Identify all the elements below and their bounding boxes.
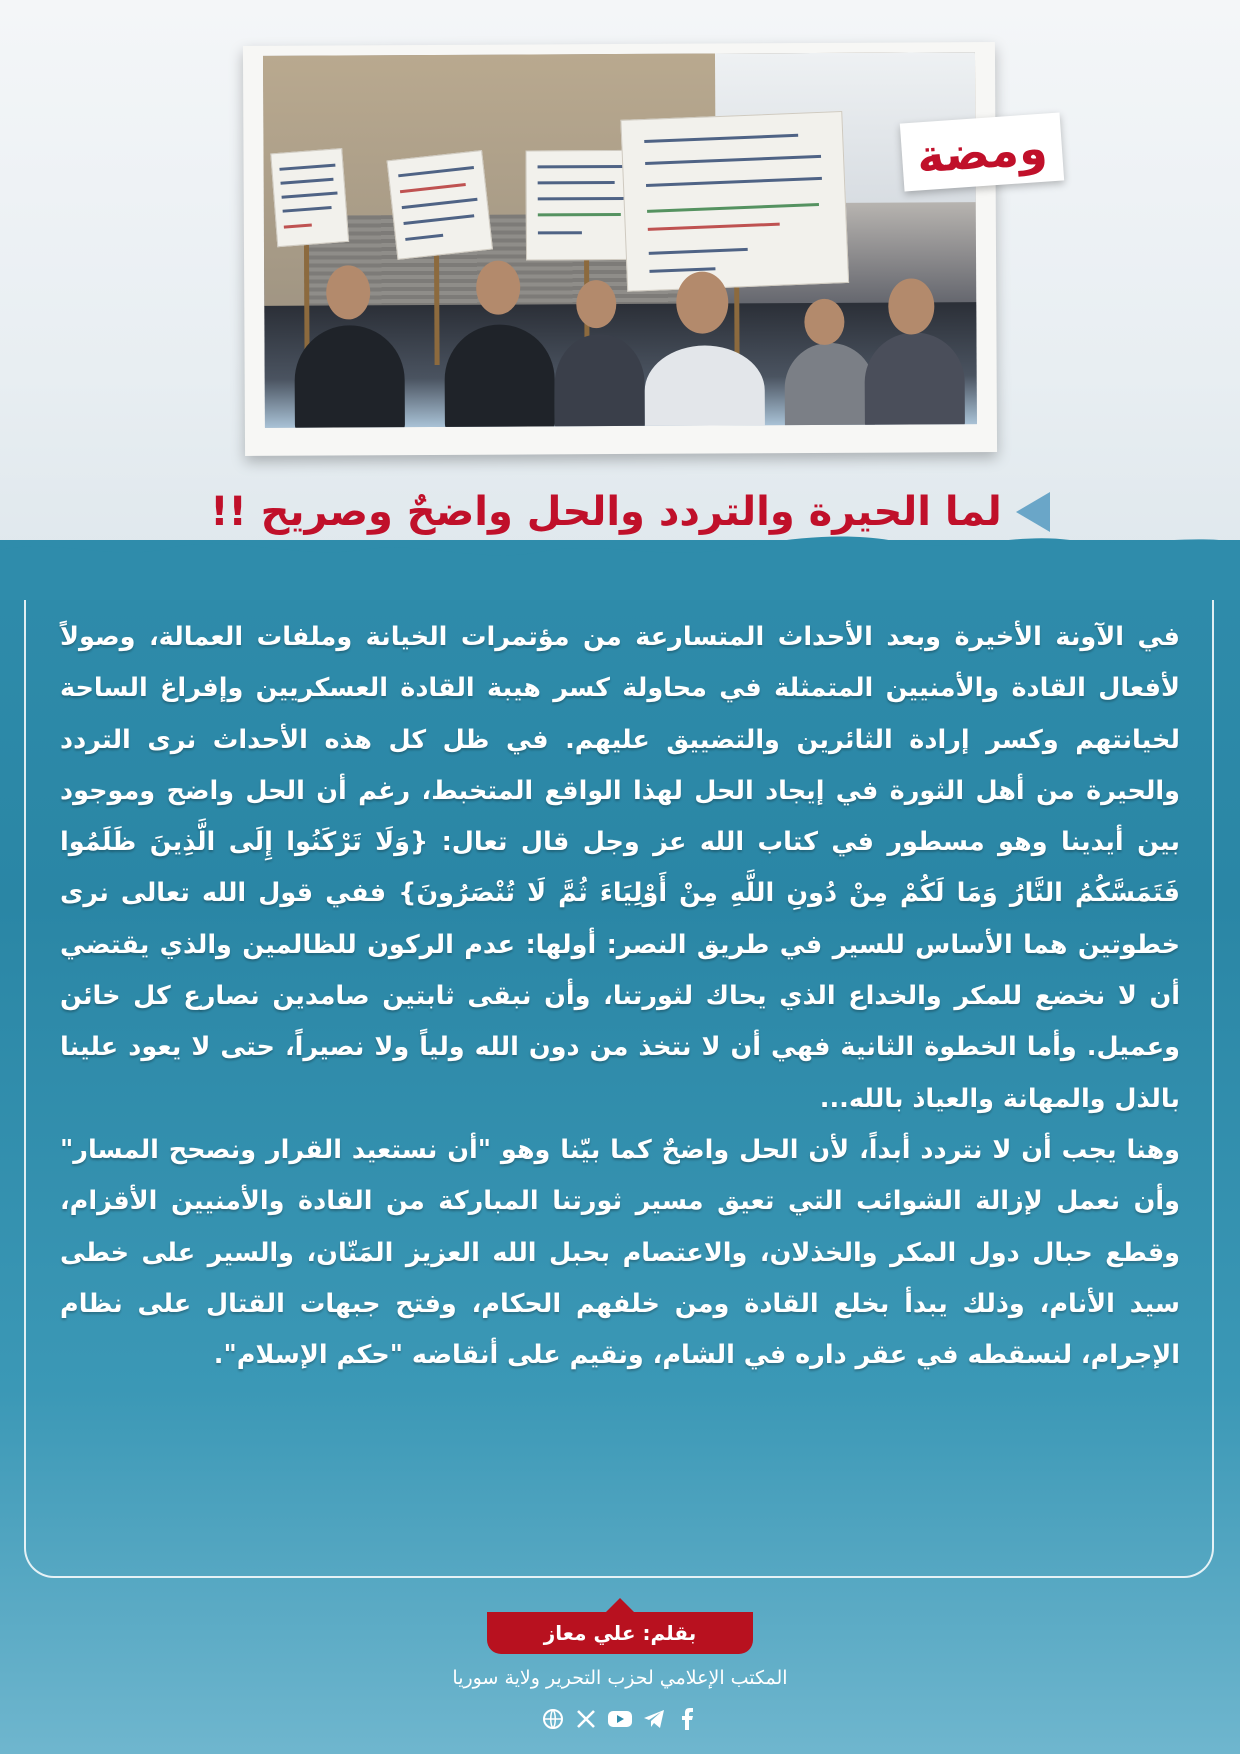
protest-photo	[243, 42, 997, 456]
telegram-icon[interactable]	[641, 1706, 667, 1732]
youtube-icon[interactable]	[607, 1706, 633, 1732]
photo-image	[263, 52, 977, 428]
brand-badge: ومضة	[900, 113, 1064, 192]
headline	[210, 482, 1040, 542]
article-paragraph-2: وهنا يجب أن لا نتردد أبداً، لأن الحل واضحٌ كما بيّنا وهو "أن نستعيد القرار ونصحح المسار" وأن نعمل لإزالة الشوائب التي تعيق مسير ثورتنا المباركة من القادة والأمنيين الأقزام، وقطع حبال دول المكر والخذلان، والاعتصام بحبل الله العزيز المَنّان، والسير على خطى سيد الأنام، وذلك يبدأ بخلع القادة ومن خلفهم الحكام، وفتح جبهات القتال على نظام الإجرام، لنسقطه في عقر داره في الشام، ونقيم على أنقاضه "حكم الإسلام".	[60, 1134, 1180, 1371]
article-paragraph-1: في الآونة الأخيرة وبعد الأحداث المتسارعة من مؤتمرات الخيانة وملفات العمالة، وصولاً لأفعال القادة والأمنيين المتمثلة في محاولة كسر هيبة القادة العسكريين وإفراغ الساحة لخيانتهم وكسر إرادة الثائرين والتضييق عليهم. في ظل كل هذه الأحداث نرى التردد والحيرة من أهل الثورة في إيجاد الحل لهذا الواقع المتخبط، رغم أن الحل واضح وموجود بين أيدينا وهو مسطور في كتاب الله عز وجل قال تعال: {وَلَا تَرْكَنُوا إِلَى الَّذِينَ ظَلَمُوا فَتَمَسَّكُمُ النَّارُ وَمَا لَكُمْ مِنْ دُونِ اللَّهِ مِنْ أَوْلِيَاءَ ثُمَّ لَا تُنْصَرُونَ} ففي قول الله تعالى نرى خطوتين هما الأساس للسير في طريق النصر: أولها: عدم الركون للظالمين والذي يقتضي أن لا نخضع للمكر والخداع الذي يحاك لثورتنا، وأن نبقى ثابتين صامدين نصارع كل خائن وعميل. وأما الخطوة الثانية فهي أن لا نتخذ من دون الله ولياً ولا نصيراً، حتى لا يعود علينا بالذل والمهانة والعياذ بالله...	[60, 622, 1180, 1114]
media-office: المكتب الإعلامي لحزب التحرير ولاية سوريا	[452, 1667, 788, 1689]
play-arrow-icon	[1016, 492, 1050, 532]
article-body	[60, 612, 1180, 1381]
social-icons	[540, 1704, 700, 1734]
headline-text: لما الحيرة والتردد والحل واضحٌ وصريح !!	[210, 489, 1002, 535]
author-label: بقلم: علي معاز	[487, 1612, 753, 1654]
x-icon[interactable]	[574, 1706, 600, 1732]
web-icon[interactable]	[540, 1706, 566, 1732]
facebook-icon[interactable]	[675, 1706, 701, 1732]
